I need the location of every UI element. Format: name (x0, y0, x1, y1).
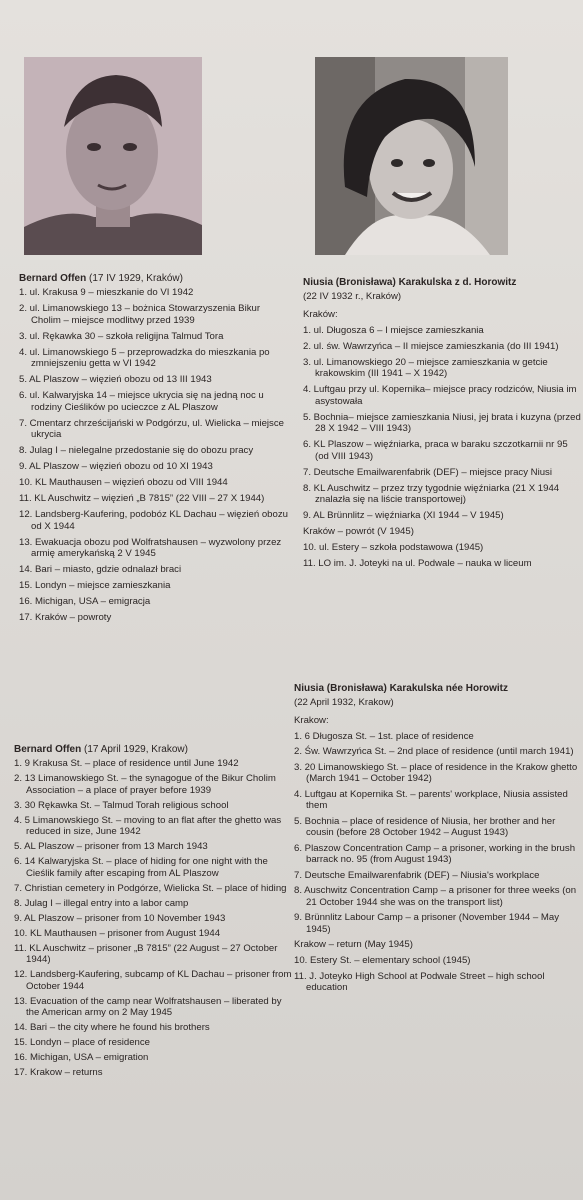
list-item: 9. AL Plaszow – prisoner from 10 November 1943 (14, 912, 226, 924)
bernard-en-list (14, 758, 294, 1079)
list-item: 7. Deutsche Emailwarenfabrik (DEF) – Niusia's workplace (294, 869, 540, 881)
niusia-en-list-2 (294, 955, 583, 994)
list-item: 15. Londyn – miejsce zamieszkania (19, 580, 171, 591)
list-item: 11. LO im. J. Joteyki na ul. Podwale – nauka w liceum (303, 558, 532, 569)
list-item: 1. 6 Długosza St. – 1st. place of residence (294, 730, 474, 742)
list-item: 2. Św. Wawrzyńca St. – 2nd place of residence (until march 1941) (294, 746, 574, 757)
niusia-pl-list-2 (303, 542, 583, 570)
bernard-pl-heading (19, 272, 289, 285)
list-item: 14. Bari – the city where he found his brothers (14, 1022, 210, 1033)
niusia-pl-list (303, 325, 583, 522)
list-item: 3. ul. Rękawka 30 – szkoła religijna Talmud Tora (19, 330, 224, 342)
list-item: 9. Brünnlitz Labour Camp – a prisoner (November 1944 – May 1945) (294, 912, 560, 935)
list-item: 13. Evacuation of the camp near Wolfratshausen – liberated by the American army on 2 May 1945 (14, 995, 282, 1018)
list-item: 9. AL Plaszow – więzień obozu od 10 XI 1943 (19, 461, 213, 472)
bernard-en-name: Bernard Offen (14, 744, 82, 755)
list-item: 8. Julag I – illegal entry into a labor camp (14, 897, 189, 909)
list-item: 2. 13 Limanowskiego St. – the synagogue of the Bikur Cholim Association – a place of prayer before 1939 (14, 773, 276, 796)
niusia-en-return: Krakow – return (May 1945) (294, 939, 413, 950)
list-item: 17. Kraków – powroty (19, 612, 112, 623)
niusia-en-date: (22 April 1932, Krakow) (294, 697, 394, 708)
bernard-pl-list (19, 287, 289, 624)
list-item: 4. Luftgau przy ul. Kopernika– miejsce pracy rodziców, Niusia im asystowała (303, 384, 577, 407)
portrait-photo-bernard (24, 57, 202, 255)
list-item: 3. 30 Rękawka St. – Talmud Torah religious school (14, 799, 229, 811)
list-item: 1. 9 Krakusa St. – place of residence until June 1942 (14, 758, 239, 769)
niusia-pl-return: Kraków – powrót (V 1945) (303, 526, 414, 537)
list-item: 10. KL Mauthausen – więzień obozu od VIII 1944 (19, 477, 228, 488)
list-item: 16. Michigan, USA – emigration (14, 1052, 149, 1063)
list-item: 2. ul. św. Wawrzyńca – II miejsce zamieszkania (do III 1941) (303, 340, 559, 352)
list-item: 5. Bochnia – place of residence of Niusia, her brother and her cousin (before 28 October 1942 – August 1943) (294, 815, 556, 838)
list-item: 1. ul. Krakusa 9 – mieszkanie do VI 1942 (19, 287, 194, 298)
list-item: 7. Deutsche Emailwarenfabrik (DEF) – miejsce pracy Niusi (303, 466, 552, 478)
list-item: 3. ul. Limanowskiego 20 – miejsce zamieszkania w getcie krakowskim (III 1941 – X 1942) (303, 356, 548, 379)
list-item: 15. Londyn – place of residence (14, 1037, 151, 1048)
bernard-en-heading (14, 743, 294, 756)
list-item: 10. Estery St. – elementary school (1945) (294, 955, 471, 966)
list-item: 4. Luftgau at Kopernika St. – parents' workplace, Niusia assisted them (294, 788, 568, 811)
list-item: 16. Michigan, USA – emigracja (19, 596, 151, 607)
bernard-pl-name: Bernard Offen (19, 273, 87, 284)
list-item: 8. Auschwitz Concentration Camp – a prisoner for three weeks (on 21 October 1944 she was on the transport list) (294, 885, 577, 908)
list-item: 2. ul. Limanowskiego 13 – bożnica Stowarzyszenia Bikur Cholim – miejsce modlitwy przed 1939 (19, 303, 261, 326)
list-item: 6. 14 Kalwaryjska St. – place of hiding for one night with the Cieślik family after escaping from AL Plaszow (14, 856, 268, 879)
niusia-en-list (294, 731, 583, 936)
niusia-pl-city: Kraków: (303, 308, 338, 320)
bernard-polish-section (19, 272, 289, 628)
list-item: 9. AL Brünnlitz – więźniarka (XI 1944 – V 1945) (303, 510, 504, 521)
list-item: 11. KL Auschwitz – więzień „B 7815” (22 VIII – 27 X 1944) (19, 493, 265, 504)
niusia-pl-name: Niusia (Bronisława) Karakulska z d. Horowitz (303, 277, 517, 288)
list-item: 6. ul. Kalwaryjska 14 – miejsce ukrycia się na jedną noc u rodziny Cieślików po ucieczce z AL Plaszow (19, 390, 264, 413)
list-item: 3. 20 Limanowskiego St. – place of residence in the Krakow ghetto (March 1941 – October 1942) (294, 761, 578, 784)
list-item: 7. Christian cemetery in Podgórze, Wielicka St. – place of hiding (14, 882, 287, 894)
list-item: 11. KL Auschwitz – prisoner „B 7815” (22 August – 27 October 1944) (14, 942, 278, 965)
list-item: 6. Plaszow Concentration Camp – a prisoner, working in the brush barrack no. 95 (from August 1943) (294, 842, 576, 865)
bernard-pl-date: (17 IV 1929, Kraków) (86, 273, 183, 284)
list-item: 17. Krakow – returns (14, 1067, 103, 1078)
list-item: 7. Cmentarz chrześcijański w Podgórzu, ul. Wielicka – miejsce ukrycia (19, 417, 284, 440)
bernard-english-section (14, 743, 294, 1082)
bernard-en-date: (17 April 1929, Krakow) (81, 744, 188, 755)
list-item: 11. J. Joteyko High School at Podwale Street – high school education (294, 970, 545, 993)
niusia-en-name: Niusia (Bronisława) Karakulska née Horowitz (294, 683, 508, 694)
list-item: 12. Landsberg-Kaufering, podobóz KL Dachau – więzień obozu od X 1944 (19, 509, 288, 532)
list-item: 5. AL Plaszow – więzień obozu od 13 III 1943 (19, 374, 212, 385)
list-item: 10. ul. Estery – szkoła podstawowa (1945) (303, 542, 484, 553)
list-item: 8. KL Auschwitz – przez trzy tygodnie więźniarka (21 X 1944 znalazła się na liście transportowej) (303, 482, 560, 505)
list-item: 13. Ewakuacja obozu pod Wolfratshausen – wyzwolony przez armię amerykańską 2 V 1945 (19, 536, 282, 559)
list-item: 12. Landsberg-Kaufering, subcamp of KL Dachau – prisoner from October 1944 (14, 969, 292, 992)
niusia-english-section (294, 682, 583, 998)
list-item: 1. ul. Długosza 6 – I miejsce zamieszkania (303, 324, 484, 336)
niusia-pl-date: (22 IV 1932 r., Kraków) (303, 291, 402, 302)
niusia-polish-section (303, 276, 583, 574)
list-item: 8. Julag I – nielegalne przedostanie się do obozu pracy (19, 445, 254, 456)
list-item: 6. KL Plaszow – więźniarka, praca w baraku szczotkarnii nr 95 (od VIII 1943) (303, 439, 568, 462)
portrait-photo-niusia (315, 57, 508, 255)
niusia-en-city: Krakow: (294, 714, 329, 726)
list-item: 4. 5 Limanowskiego St. – moving to an flat after the ghetto was reduced in size, June 1942 (14, 814, 282, 837)
list-item: 10. KL Mauthausen – prisoner from August 1944 (14, 927, 221, 939)
list-item: 5. Bochnia– miejsce zamieszkania Niusi, jej brata i kuzyna (przed 28 X 1942 – VIII 1943) (303, 411, 581, 434)
list-item: 4. ul. Limanowskiego 5 – przeprowadzka do mieszkania po zmniejszeniu getta w VI 1942 (19, 346, 270, 369)
list-item: 14. Bari – miasto, gdzie odnalazł braci (19, 564, 182, 575)
list-item: 5. AL Plaszow – prisoner from 13 March 1943 (14, 841, 208, 852)
